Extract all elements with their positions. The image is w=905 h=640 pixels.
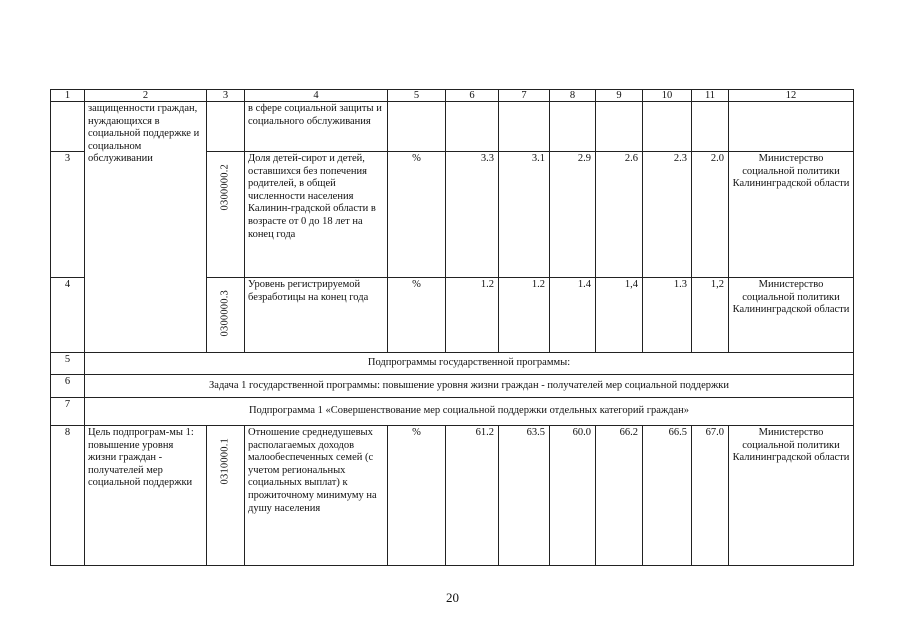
column-number: 2 — [85, 90, 207, 102]
table-row — [51, 426, 854, 566]
value: 3.3 — [446, 152, 499, 278]
indicator-code: 0310000.1 — [207, 426, 245, 566]
value: 63.5 — [499, 426, 550, 566]
value: 1,2 — [692, 278, 729, 353]
section-heading: Подпрограмма 1 «Совершенствование мер социальной поддержки отдельных категорий граждан» — [85, 398, 854, 426]
value: 67.0 — [692, 426, 729, 566]
value: 1.3 — [643, 278, 692, 353]
section-heading: Задача 1 государственной программы: повышение уровня жизни граждан - получателей мер социальной поддержки — [85, 375, 854, 398]
indicator-name: Уровень регистрируемой безработицы на конец года — [245, 278, 388, 353]
row-number: 6 — [51, 375, 85, 398]
column-number: 4 — [245, 90, 388, 102]
row-number: 7 — [51, 398, 85, 426]
indicator-code: 0300000.3 — [207, 278, 245, 353]
column-number: 6 — [446, 90, 499, 102]
value: 1,4 — [596, 278, 643, 353]
page-number: 20 — [446, 590, 459, 605]
value: 61.2 — [446, 426, 499, 566]
value: 1.4 — [550, 278, 596, 353]
value: 3.1 — [499, 152, 550, 278]
value: 1.2 — [446, 278, 499, 353]
indicators-table — [50, 89, 854, 566]
column-number: 3 — [207, 90, 245, 102]
goal-cell: защищенности граждан, нуждающихся в социальной поддержке и социальном обслуживании — [85, 102, 207, 353]
column-number: 9 — [596, 90, 643, 102]
value: 2.0 — [692, 152, 729, 278]
table-row — [51, 353, 854, 375]
responsible: Министерство социальной политики Калининградской области — [729, 426, 854, 566]
indicator-code: 0300000.2 — [207, 152, 245, 278]
unit: % — [388, 278, 446, 353]
value: 66.2 — [596, 426, 643, 566]
column-number: 8 — [550, 90, 596, 102]
row-number: 8 — [51, 426, 85, 566]
row-number: 4 — [51, 278, 85, 353]
value: 2.6 — [596, 152, 643, 278]
value: 2.9 — [550, 152, 596, 278]
column-number: 11 — [692, 90, 729, 102]
column-number: 7 — [499, 90, 550, 102]
value: 60.0 — [550, 426, 596, 566]
table-row — [51, 398, 854, 426]
column-number: 12 — [729, 90, 854, 102]
column-number: 1 — [51, 90, 85, 102]
indicator-name: в сфере социальной защиты и социального обслуживания — [245, 102, 388, 152]
value: 66.5 — [643, 426, 692, 566]
column-numbers-row — [51, 90, 854, 102]
table-row — [51, 375, 854, 398]
indicator-name: Доля детей-сирот и детей, оставшихся без попечения родителей, в общей численности населения Калинин-градской области в возрасте от 0 до 18 лет на конец года — [245, 152, 388, 278]
unit: % — [388, 426, 446, 566]
unit: % — [388, 152, 446, 278]
row-number: 5 — [51, 353, 85, 375]
row-number: 3 — [51, 152, 85, 278]
column-number: 5 — [388, 90, 446, 102]
responsible: Министерство социальной политики Калининградской области — [729, 152, 854, 278]
value: 1.2 — [499, 278, 550, 353]
responsible: Министерство социальной политики Калининградской области — [729, 278, 854, 353]
section-heading: Подпрограммы государственной программы: — [85, 353, 854, 375]
indicator-name: Отношение среднедушевых располагаемых доходов малообеспеченных семей (с учетом региональных социальных выплат) к прожиточному минимуму на душу населения — [245, 426, 388, 566]
table-row — [51, 102, 854, 152]
column-number: 10 — [643, 90, 692, 102]
value: 2.3 — [643, 152, 692, 278]
goal-cell: Цель подпрограм-мы 1: повышение уровня жизни граждан - получателей мер социальной поддержки — [85, 426, 207, 566]
